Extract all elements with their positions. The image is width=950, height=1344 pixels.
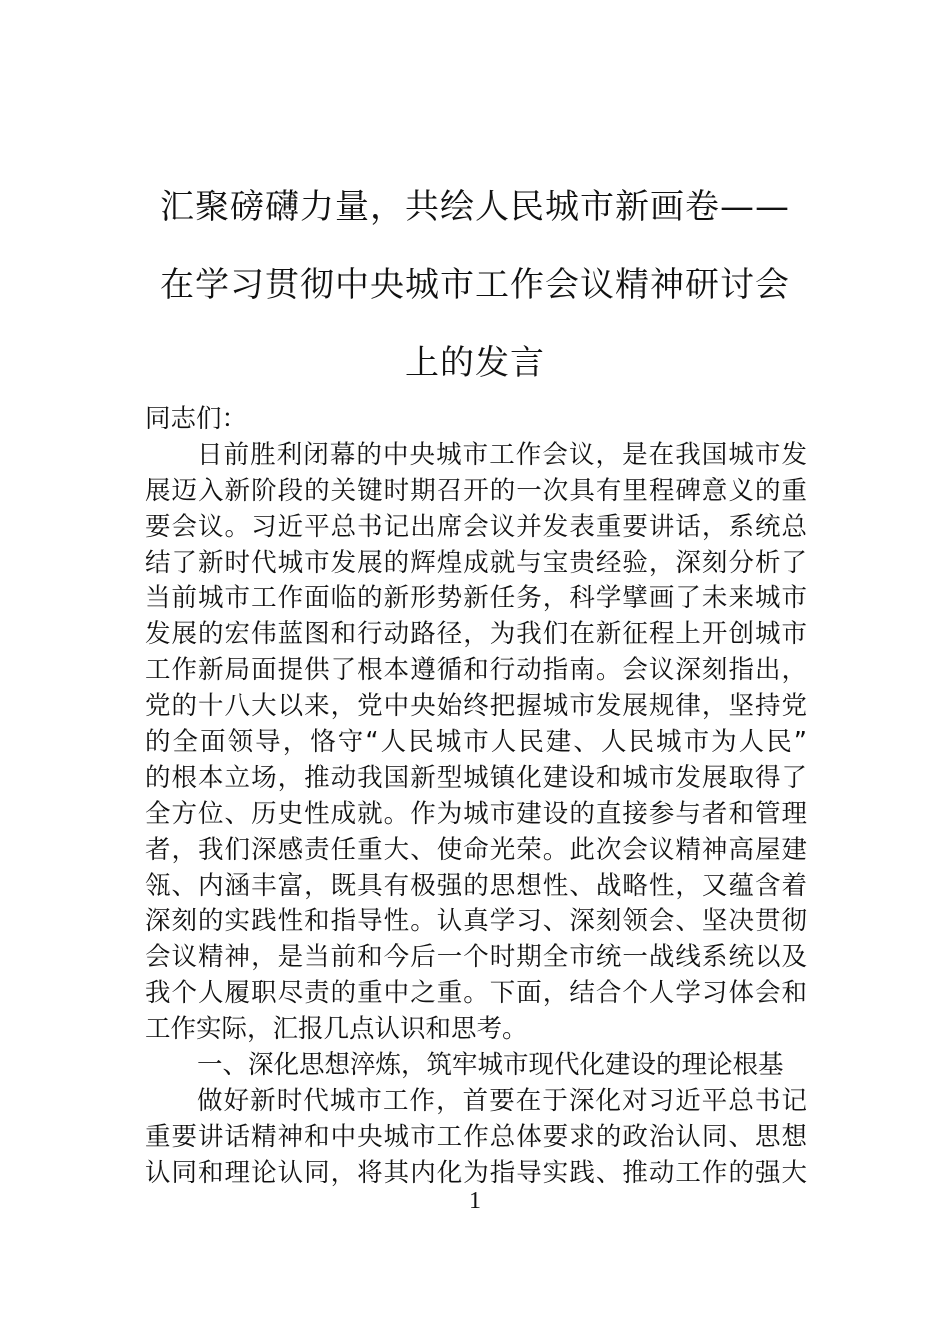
paragraph-line: 工作实际，汇报几点认识和思考。 xyxy=(145,1014,528,1045)
paragraph-line: 党的十八大以来，党中央始终把握城市发展规律，坚持党 xyxy=(145,691,807,722)
paragraph-line: 结了新时代城市发展的辉煌成就与宝贵经验，深刻分析了 xyxy=(145,547,807,578)
paragraph-line: 瓴、内涵丰富，既具有极强的思想性、战略性，又蕴含着 xyxy=(145,870,807,901)
document-body xyxy=(145,402,807,1192)
paragraph-line: 认同和理论认同，将其内化为指导实践、推动工作的强大 xyxy=(145,1157,807,1188)
paragraph-line: 会议精神，是当前和今后一个时期全市统一战线系统以及 xyxy=(145,942,807,973)
paragraph-line: 重要讲话精神和中央城市工作总体要求的政治认同、思想 xyxy=(145,1121,807,1152)
title-line: 上的发言 xyxy=(405,343,545,383)
paragraph-line: 要会议。习近平总书记出席会议并发表重要讲话，系统总 xyxy=(145,511,807,542)
title-line: 汇聚磅礴力量，共绘人民城市新画卷—— xyxy=(160,187,790,227)
paragraph-line: 工作新局面提供了根本遵循和行动指南。会议深刻指出， xyxy=(145,655,807,686)
title-line: 在学习贯彻中央城市工作会议精神研讨会 xyxy=(160,265,790,305)
section-heading: 一、深化思想淬炼，筑牢城市现代化建设的理论根基 xyxy=(197,1050,784,1081)
paragraph-line: 日前胜利闭幕的中央城市工作会议，是在我国城市发 xyxy=(197,439,807,470)
paragraph-section1 xyxy=(145,1084,807,1192)
paragraph-line: 的根本立场，推动我国新型城镇化建设和城市发展取得了 xyxy=(145,762,807,793)
salutation: 同志们： xyxy=(145,404,248,434)
paragraph-line: 的全面领导，恪守“人民城市人民建、人民城市为人民” xyxy=(145,727,807,758)
paragraph-line: 深刻的实践性和指导性。认真学习、深刻领会、坚决贯彻 xyxy=(145,906,807,937)
page-number: 1 xyxy=(469,1188,481,1214)
paragraph-line: 展迈入新阶段的关键时期召开的一次具有里程碑意义的重 xyxy=(145,475,807,506)
paragraph-line: 做好新时代城市工作，首要在于深化对习近平总书记 xyxy=(197,1085,807,1116)
document-title xyxy=(140,168,810,402)
paragraph-line: 我个人履职尽责的重中之重。下面，结合个人学习体会和 xyxy=(145,978,807,1009)
paragraph-intro xyxy=(145,438,807,1048)
paragraph-line: 者，我们深感责任重大、使命光荣。此次会议精神高屋建 xyxy=(145,834,807,865)
paragraph-line: 全方位、历史性成就。作为城市建设的直接参与者和管理 xyxy=(145,798,807,829)
paragraph-line: 当前城市工作面临的新形势新任务，科学擘画了未来城市 xyxy=(145,583,807,614)
paragraph-line: 发展的宏伟蓝图和行动路径，为我们在新征程上开创城市 xyxy=(145,619,807,650)
